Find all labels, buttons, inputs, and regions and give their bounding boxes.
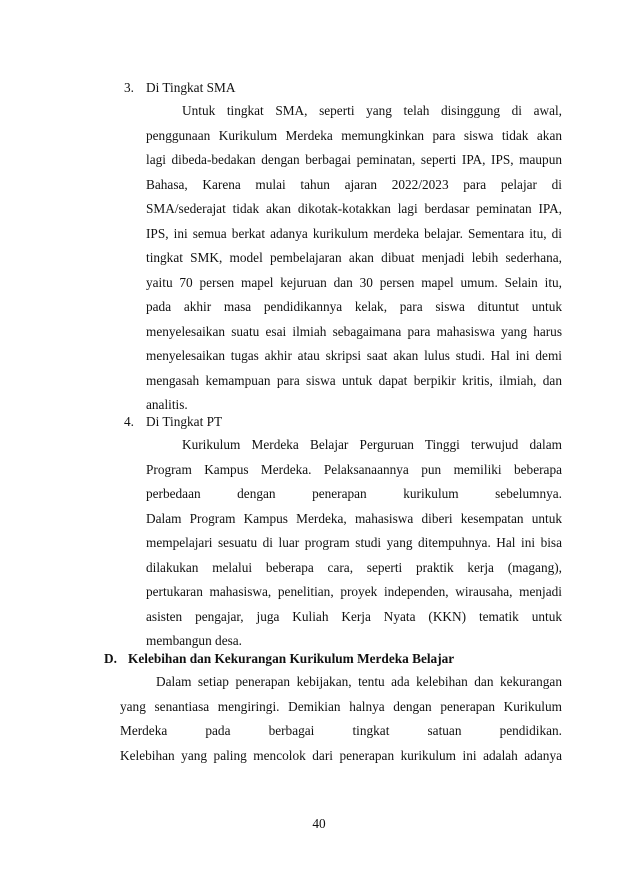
paragraph-line: yaitu 70 persen mapel kejuruan dan 30 persen mapel umum. Selain itu,	[146, 274, 562, 290]
paragraph-line: asisten pengajar, juga Kuliah Kerja Nyata (KKN) tematik untuk	[146, 608, 562, 624]
section-4-title	[124, 414, 222, 430]
paragraph-line: Dalam Program Kampus Merdeka, mahasiswa diberi kesempatan untuk	[146, 510, 562, 526]
section-3-number: 3.	[124, 80, 134, 95]
paragraph-line: Kelebihan yang paling mencolok dari penerapan kurikulum ini adalah adanya	[120, 747, 562, 763]
paragraph-line: tingkat SMK, model pembelajaran akan dibuat menjadi lebih sederhana,	[146, 250, 562, 265]
paragraph-line: membangun desa.	[146, 633, 243, 648]
paragraph-line: Kurikulum Merdeka Belajar Perguruan Tinggi terwujud dalam	[182, 437, 562, 452]
paragraph-line: Program Kampus Merdeka. Pelaksanaannya pun memiliki beberapa	[146, 461, 562, 477]
paragraph-line: Untuk tingkat SMA, seperti yang telah disinggung di awal,	[182, 103, 562, 118]
section-d-paragraph	[120, 670, 562, 768]
paragraph-line: SMA/sederajat tidak akan dikotak-kotakkan lagi berdasar peminatan IPA,	[146, 201, 562, 216]
paragraph-line: pada akhir masa pendidikannya kelak, para siswa dituntut untuk	[146, 299, 562, 314]
section-d-letter: D.	[104, 651, 117, 666]
paragraph-line: yang senantiasa mengiringi. Demikian halnya dengan penerapan Kurikulum	[120, 698, 562, 714]
paragraph-line: Merdeka pada berbagai tingkat satuan pendidikan.	[120, 723, 562, 738]
paragraph-line: pertukaran mahasiswa, penelitian, proyek independen, wirausaha, menjadi	[146, 584, 562, 599]
section-d-heading	[104, 651, 454, 667]
paragraph-line: analitis.	[146, 397, 188, 412]
paragraph-line: Dalam setiap penerapan kebijakan, tentu ada kelebihan dan kekurangan	[156, 674, 562, 689]
section-3-paragraph	[146, 99, 562, 418]
paragraph-line: penggunaan Kurikulum Merdeka memungkinkan para siswa tidak akan	[146, 127, 562, 143]
section-d-heading-text: Kelebihan dan Kekurangan Kurikulum Merdeka Belajar	[128, 651, 455, 666]
page-number: 40	[312, 816, 326, 831]
paragraph-line: perbedaan dengan penerapan kurikulum sebelumnya.	[146, 486, 562, 501]
paragraph-line: mengasah kemampuan para siswa untuk dapat berpikir kritis, ilmiah, dan	[146, 372, 562, 388]
section-4-paragraph	[146, 433, 562, 654]
section-3-title-text: Di Tingkat SMA	[146, 80, 236, 95]
paragraph-line: lagi dibeda-bedakan dengan berbagai peminatan, seperti IPA, IPS, maupun	[146, 152, 562, 167]
paragraph-line: IPS, ini semua berkat adanya kurikulum merdeka belajar. Sementara itu, di	[146, 225, 562, 241]
paragraph-line: Bahasa, Karena mulai tahun ajaran 2022/2023 para pelajar di	[146, 176, 562, 192]
paragraph-line: menyelesaikan tugas akhir atau skripsi saat akan lulus studi. Hal ini demi	[146, 348, 562, 363]
section-4-number: 4.	[124, 414, 134, 429]
paragraph-line: mempelajari sesuatu di luar program studi yang ditempuhnya. Hal ini bisa	[146, 535, 562, 550]
section-3-title	[124, 80, 235, 96]
paragraph-line: menyelesaikan suatu esai ilmiah sebagaimana para mahasiswa yang harus	[146, 323, 562, 339]
paragraph-line: dilakukan melalui beberapa cara, seperti praktik kerja (magang),	[146, 559, 562, 575]
section-4-title-text: Di Tingkat PT	[146, 414, 223, 429]
